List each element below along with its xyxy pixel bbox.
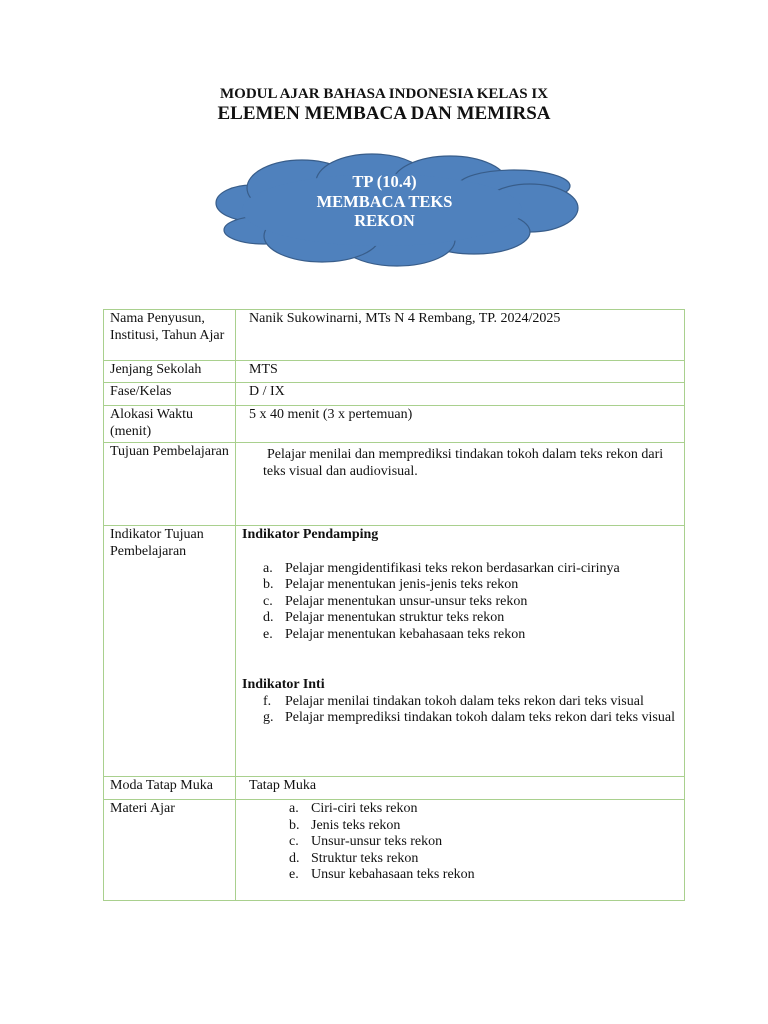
list-marker: c. (263, 593, 273, 609)
list-item (263, 610, 678, 627)
list-item (289, 834, 678, 851)
list-item (263, 594, 678, 611)
list-item (263, 694, 678, 711)
table-row-fase (104, 383, 685, 406)
list-item (289, 801, 678, 818)
indikator-inti-list (263, 694, 678, 727)
list-marker: d. (289, 850, 300, 866)
indikator-inti-heading: Indikator Inti (242, 677, 325, 692)
value-penyusun: Nanik Sukowinarni, MTs N 4 Rembang, TP. 2024/2025 (236, 310, 685, 361)
list-item (263, 577, 678, 594)
value-jenjang: MTS (236, 361, 685, 383)
list-marker: d. (263, 610, 274, 625)
tp-cloud-shape (212, 148, 580, 268)
list-item (289, 851, 678, 868)
label-fase: Fase/Kelas (104, 383, 236, 406)
value-materi (236, 800, 685, 901)
list-marker: b. (263, 577, 274, 592)
list-text: Pelajar menentukan kebahasaan teks rekon (285, 626, 526, 642)
module-info-table (103, 309, 685, 901)
list-item (289, 818, 678, 835)
value-tujuan-cell (236, 443, 685, 526)
list-marker: a. (289, 801, 299, 816)
value-indikator (236, 526, 685, 777)
table-row-materi (104, 800, 685, 901)
label-materi: Materi Ajar (104, 800, 236, 901)
list-text: Pelajar menilai tindakan tokoh dalam teks rekon dari teks visual (285, 693, 644, 709)
document-subtitle: MODUL AJAR BAHASA INDONESIA KELAS IX (220, 86, 548, 102)
list-item (263, 627, 678, 644)
list-marker: e. (263, 626, 273, 642)
value-fase: D / IX (236, 383, 685, 406)
table-row-tujuan (104, 443, 685, 526)
indikator-pendamping-heading: Indikator Pendamping (242, 527, 379, 542)
value-alokasi: 5 x 40 menit (3 x pertemuan) (236, 406, 685, 443)
list-text: Jenis teks rekon (311, 817, 401, 833)
list-marker: a. (263, 560, 273, 576)
cloud-line-1: TP (10.4) (352, 172, 417, 191)
list-marker: g. (263, 710, 274, 725)
list-text: Pelajar memprediksi tindakan tokoh dalam teks rekon dari teks visual (285, 710, 675, 725)
table-row-moda (104, 777, 685, 800)
list-item (263, 710, 678, 727)
cloud-line-2: MEMBACA TEKS (316, 191, 453, 211)
list-marker: b. (289, 817, 300, 833)
cloud-label (212, 172, 557, 231)
materi-list (289, 801, 678, 884)
list-marker: f. (263, 693, 272, 709)
list-text: Pelajar mengidentifikasi teks rekon berdasarkan ciri-cirinya (285, 560, 620, 576)
value-tujuan: Pelajar menilai dan memprediksi tindakan tokoh dalam teks rekon dari teks visual dan audiovisual. (263, 447, 664, 479)
value-moda: Tatap Muka (236, 777, 685, 800)
list-marker: c. (289, 834, 299, 849)
table-row-jenjang (104, 361, 685, 383)
cloud-line-3: REKON (354, 211, 415, 230)
label-indikator: Indikator Tujuan Pembelajaran (104, 526, 236, 777)
list-text: Struktur teks rekon (311, 850, 419, 866)
table-row-indikator (104, 526, 685, 777)
list-text: Ciri-ciri teks rekon (311, 801, 418, 816)
indikator-pendamping-list (263, 561, 678, 644)
label-moda: Moda Tatap Muka (104, 777, 236, 800)
label-jenjang: Jenjang Sekolah (104, 361, 236, 383)
list-text: Unsur kebahasaan teks rekon (311, 867, 475, 882)
list-item (263, 561, 678, 578)
list-text: Pelajar menentukan jenis-jenis teks rekon (285, 577, 519, 592)
list-text: Unsur-unsur teks rekon (311, 834, 443, 849)
document-title: ELEMEN MEMBACA DAN MEMIRSA (217, 103, 551, 124)
list-text: Pelajar menentukan struktur teks rekon (285, 610, 505, 625)
table-row-alokasi (104, 406, 685, 443)
list-marker: e. (289, 867, 299, 882)
table-row-penyusun (104, 310, 685, 361)
label-penyusun: Nama Penyusun, Institusi, Tahun Ajar (104, 310, 236, 361)
label-alokasi: Alokasi Waktu (menit) (104, 406, 236, 443)
list-item (289, 867, 678, 884)
label-tujuan: Tujuan Pembelajaran (104, 443, 236, 526)
list-text: Pelajar menentukan unsur-unsur teks rekon (285, 593, 528, 609)
